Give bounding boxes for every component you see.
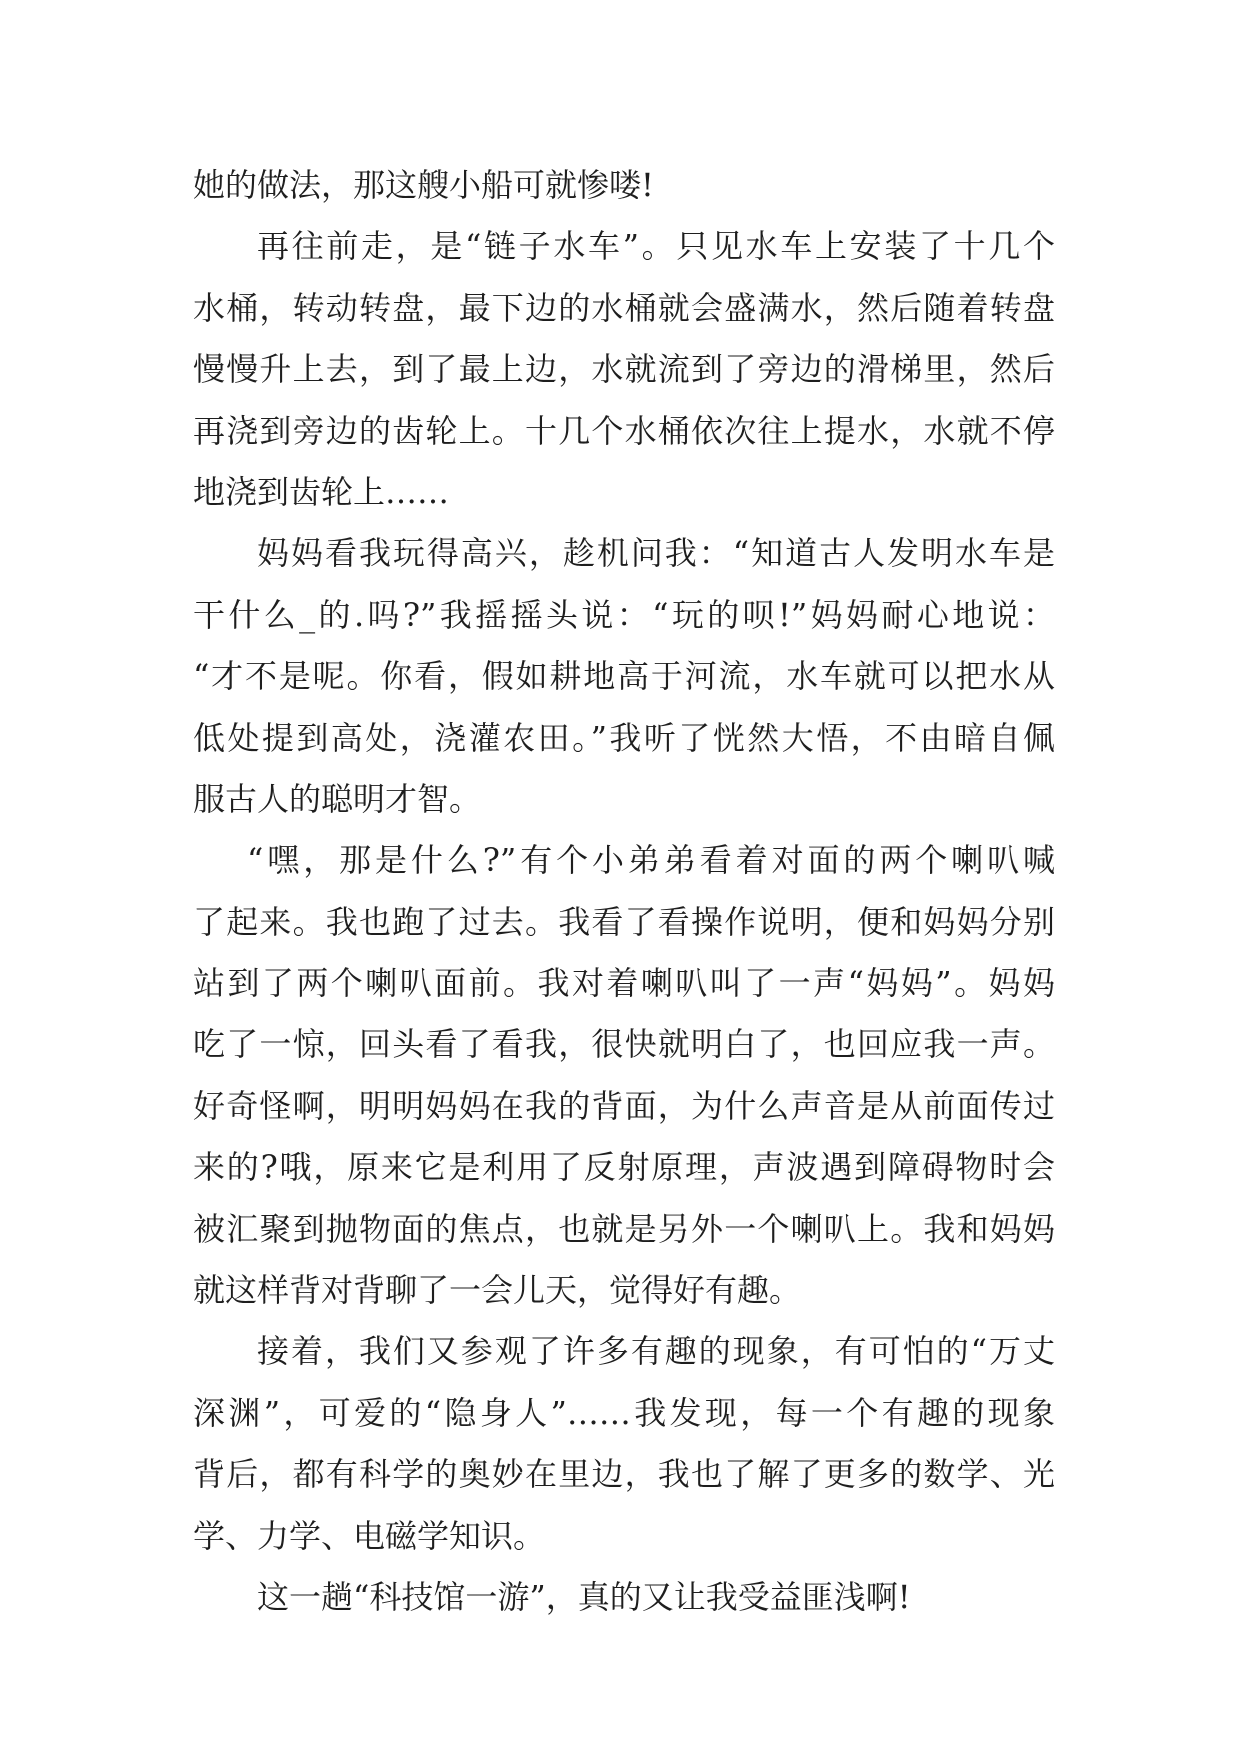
text-line: 妈妈看我玩得高兴，趁机问我：“知道古人发明水车是 bbox=[257, 534, 1055, 573]
text-line: 深渊”，可爱的“隐身人”……我发现，每一个有趣的现象 bbox=[193, 1393, 1055, 1432]
text-line: “才不是呢。你看，假如耕地高于河流，水车就可以把水从 bbox=[193, 657, 1055, 696]
text-line: “嘿，那是什么?”有个小弟弟看着对面的两个喇叭喊 bbox=[247, 841, 1055, 880]
text-line: 吃了一惊，回头看了看我，很快就明白了，也回应我一声。 bbox=[193, 1025, 1055, 1064]
text-line: 了起来。我也跑了过去。我看了看操作说明，便和妈妈分别 bbox=[193, 902, 1055, 941]
text-line: 干什么_的.吗?”我摇摇头说：“玩的呗!”妈妈耐心地说： bbox=[193, 595, 1055, 634]
text-line: 这一趟“科技馆一游”，真的又让我受益匪浅啊! bbox=[257, 1577, 911, 1616]
text-line: 学、力学、电磁学知识。 bbox=[193, 1516, 546, 1555]
text-line: 慢慢升上去，到了最上边，水就流到了旁边的滑梯里，然后 bbox=[193, 350, 1055, 389]
essay-body bbox=[193, 155, 1055, 1628]
text-line: 水桶，转动转盘，最下边的水桶就会盛满水，然后随着转盘 bbox=[193, 288, 1055, 327]
text-line: 背后，都有科学的奥妙在里边，我也了解了更多的数学、光 bbox=[193, 1455, 1055, 1494]
text-line: 地浇到齿轮上…… bbox=[193, 472, 450, 511]
text-line: 就这样背对背聊了一会儿天，觉得好有趣。 bbox=[193, 1271, 802, 1310]
text-line: 再往前走，是“链子水车”。只见水车上安装了十几个 bbox=[257, 227, 1055, 266]
text-line: 好奇怪啊，明明妈妈在我的背面，为什么声音是从前面传过 bbox=[193, 1086, 1055, 1125]
text-line: 被汇聚到抛物面的焦点，也就是另外一个喇叭上。我和妈妈 bbox=[193, 1209, 1055, 1248]
text-line: 来的?哦，原来它是利用了反射原理，声波遇到障碍物时会 bbox=[193, 1148, 1055, 1187]
text-line: 站到了两个喇叭面前。我对着喇叭叫了一声“妈妈”。妈妈 bbox=[193, 964, 1055, 1003]
text-line: 低处提到高处，浇灌农田。”我听了恍然大悟，不由暗自佩 bbox=[193, 718, 1055, 757]
text-line: 接着，我们又参观了许多有趣的现象，有可怕的“万丈 bbox=[257, 1332, 1055, 1371]
text-line: 服古人的聪明才智。 bbox=[193, 779, 482, 818]
text-line: 她的做法，那这艘小船可就惨喽! bbox=[193, 166, 654, 204]
text-line: 再浇到旁边的齿轮上。十几个水桶依次往上提水，水就不停 bbox=[193, 411, 1055, 450]
